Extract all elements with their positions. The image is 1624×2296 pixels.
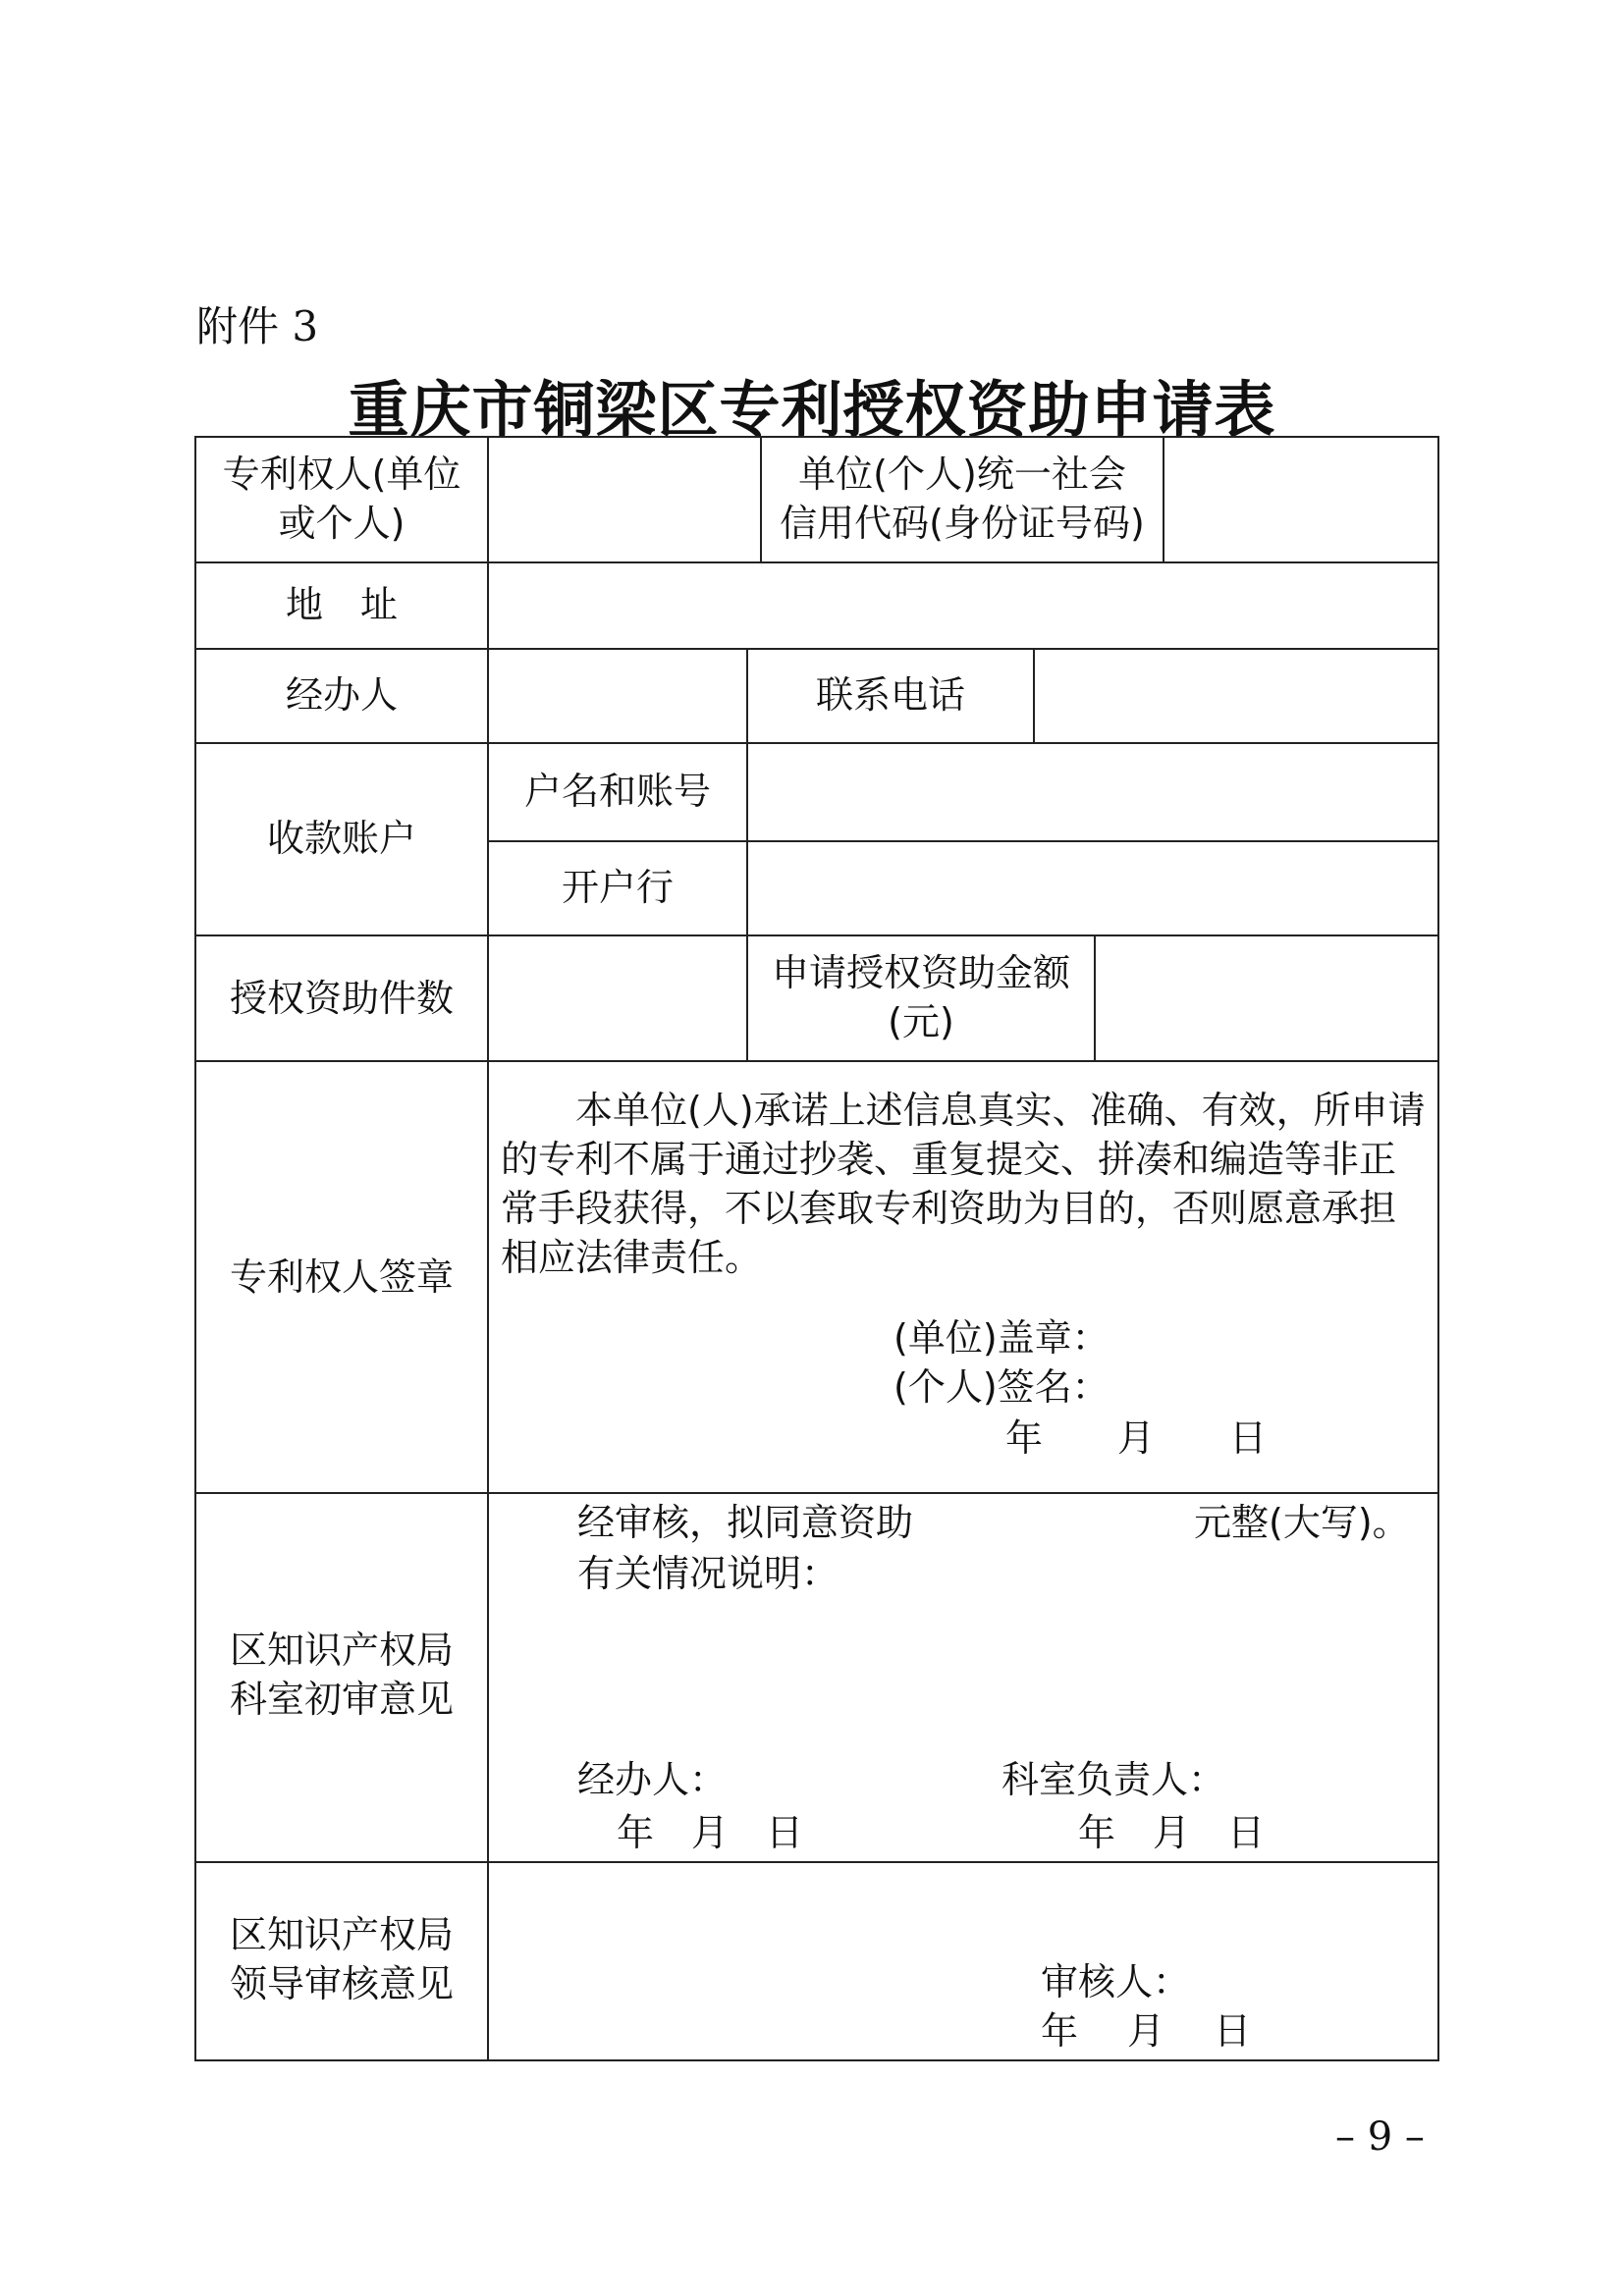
- prelim-review-label-line: 科室初审意见: [229, 1678, 454, 1721]
- prelim-notes-label: 有关情况说明：: [577, 1552, 839, 1595]
- prelim-chief-date: 年 月 日: [1078, 1811, 1266, 1854]
- prelim-amount-unit: 元整(大写)。: [1194, 1501, 1410, 1544]
- address-label: 地 址: [285, 583, 398, 626]
- count-label: 授权资助件数: [229, 977, 454, 1020]
- page-number: – 9 –: [1335, 2114, 1425, 2160]
- account-name-label: 户名和账号: [523, 770, 711, 813]
- patentee-label-line: 专利权人(单位: [222, 453, 461, 496]
- seal-label: (单位)盖章：: [893, 1316, 1110, 1360]
- amount-label-line: 申请授权资助金额: [771, 951, 1070, 994]
- amount-label-line: (元): [888, 1000, 954, 1043]
- row-divider: [196, 742, 1437, 744]
- prelim-handler-date: 年 月 日: [617, 1811, 804, 1854]
- prelim-review-cell: [489, 1494, 1437, 1861]
- prelim-handler-label: 经办人：: [577, 1758, 728, 1801]
- prelim-approve-text: 经审核，拟同意资助: [577, 1501, 914, 1544]
- column-divider: [1163, 438, 1164, 561]
- credit-code-label-line: 信用代码(身份证号码): [780, 502, 1145, 545]
- signature-label: 专利权人签章: [229, 1255, 454, 1299]
- column-divider: [1033, 648, 1035, 742]
- row-divider: [196, 648, 1437, 650]
- leader-review-cell: [489, 1863, 1437, 2059]
- row-divider: [487, 840, 1437, 842]
- sign-label: (个人)签名：: [893, 1365, 1110, 1409]
- leader-review-label-line: 区知识产权局: [229, 1913, 454, 1956]
- patentee-label: [196, 450, 487, 548]
- patentee-label-line: 或个人): [278, 502, 406, 545]
- prelim-review-label: [196, 1626, 487, 1724]
- amount-label: [748, 948, 1094, 1046]
- column-divider: [746, 742, 748, 934]
- pledge-text: 本单位(人)承诺上述信息真实、准确、有效，所申请的专利不属于通过抄袭、重复提交、拼凑和编造等非正常手段获得，不以套取专利资助为目的，否则愿意承担相应法律责任。: [501, 1089, 1426, 1279]
- signature-cell: [489, 1062, 1437, 1492]
- annex-label: 附件 3: [196, 302, 319, 350]
- prelim-chief-label: 科室负责人：: [1001, 1758, 1226, 1801]
- credit-code-label-line: 单位(个人)统一社会: [798, 453, 1126, 496]
- prelim-review-label-line: 区知识产权局: [229, 1629, 454, 1672]
- phone-label: 联系电话: [815, 673, 965, 717]
- account-label: 收款账户: [266, 817, 416, 860]
- handler-label: 经办人: [285, 673, 398, 717]
- application-form: [194, 436, 1439, 2061]
- row-divider: [196, 934, 1437, 936]
- signature-date: 年 月 日: [1005, 1416, 1268, 1460]
- bank-label: 开户行: [561, 866, 674, 909]
- row-divider: [196, 561, 1437, 563]
- leader-date: 年 月 日: [1041, 2009, 1252, 2053]
- leader-review-label: [196, 1910, 487, 2008]
- reviewer-label: 审核人：: [1041, 1960, 1191, 2003]
- leader-review-label-line: 领导审核意见: [229, 1962, 454, 2005]
- column-divider: [1094, 934, 1096, 1060]
- credit-code-label: [762, 450, 1163, 548]
- form-title: 重庆市铜梁区专利授权资助申请表: [348, 374, 1276, 446]
